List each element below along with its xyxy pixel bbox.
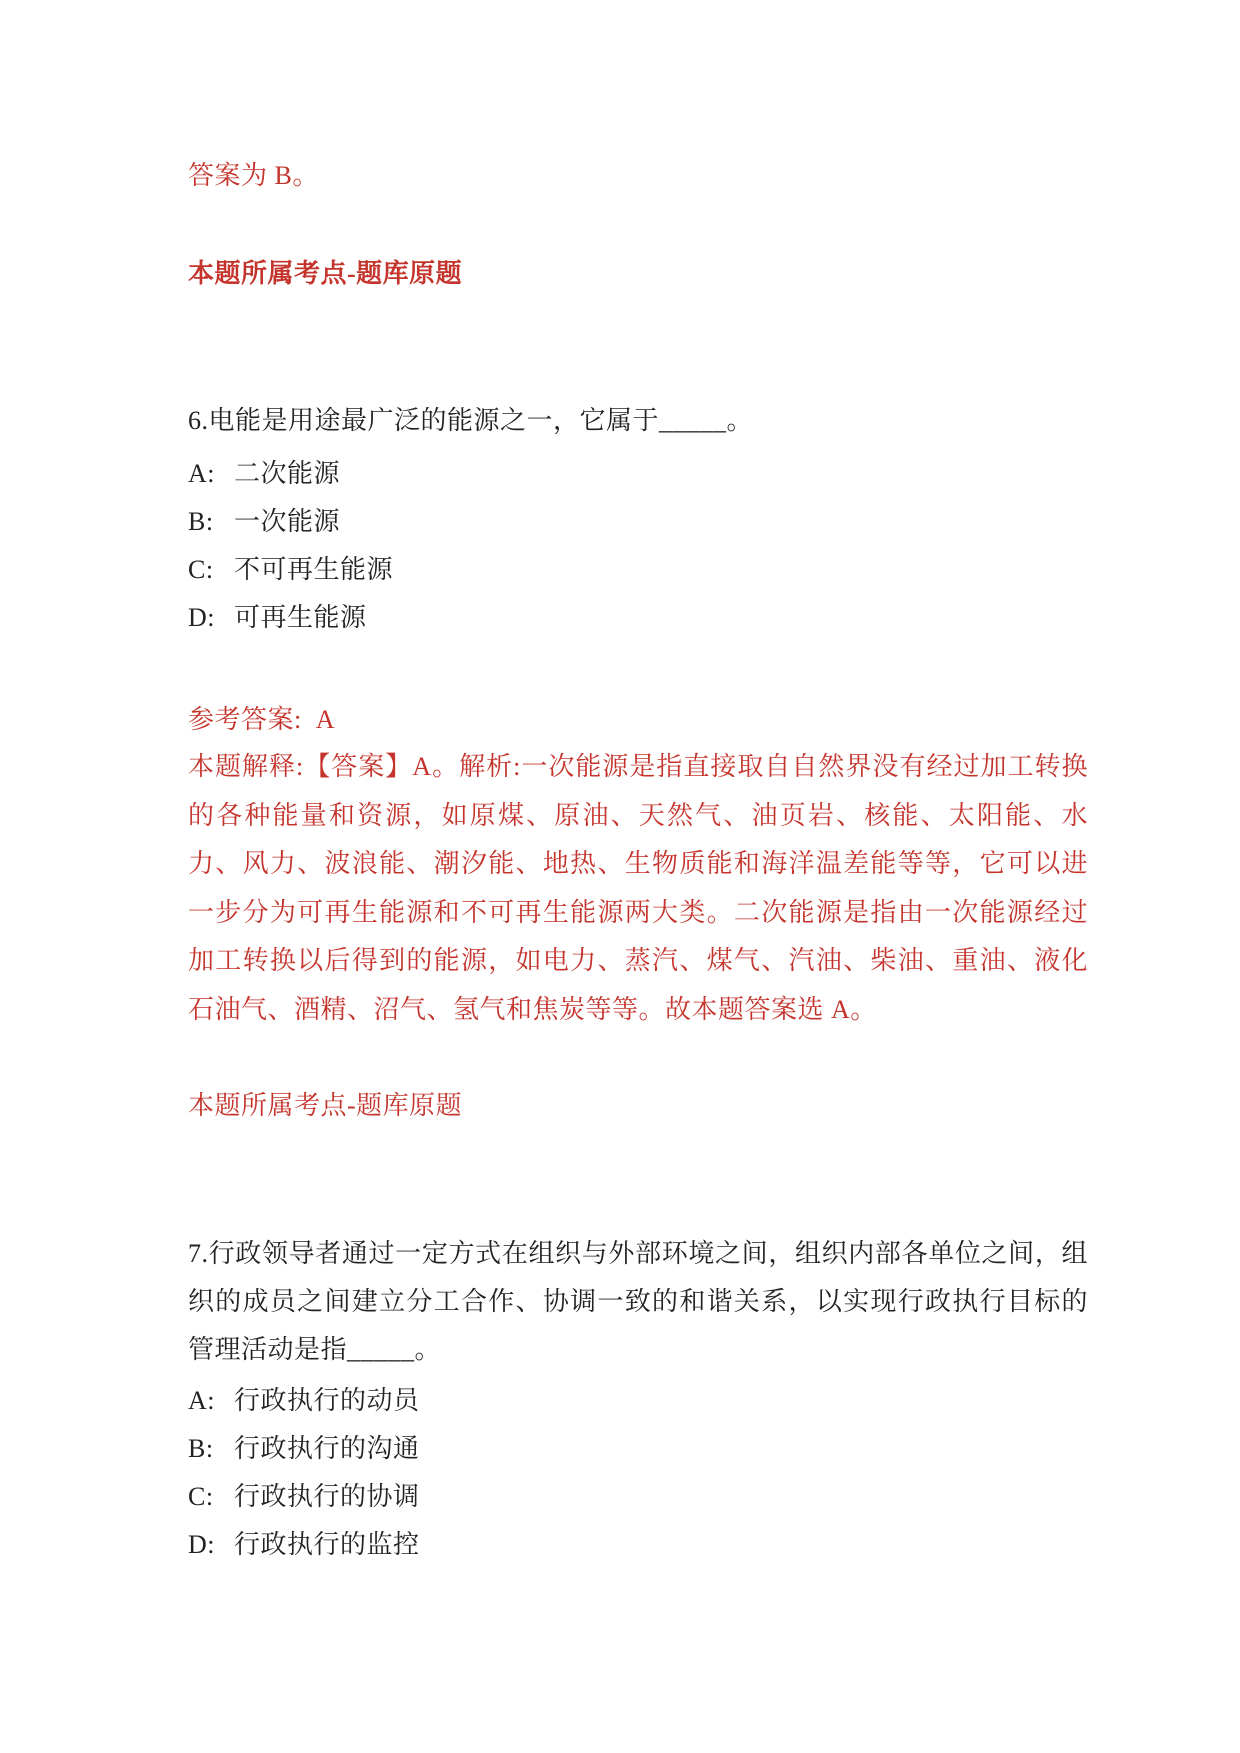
question-7-option-c	[188, 1473, 1088, 1521]
question-7-option-b	[188, 1425, 1088, 1473]
option-text: 不可再生能源	[234, 555, 394, 584]
option-key: A:	[188, 459, 215, 488]
previous-answer-note: 答案为 B。	[188, 161, 319, 190]
question-7-option-d	[188, 1521, 1088, 1569]
question-7-stem: 7.行政领导者通过一定方式在组织与外部环境之间，组织内部各单位之间，组织的成员之间建立分工合作、协调一致的和谐关系，以实现行政执行目标的管理活动是指_____。	[188, 1239, 1088, 1364]
question-6-option-a	[188, 450, 1088, 498]
option-text: 一次能源	[234, 507, 341, 536]
question-6-option-c	[188, 546, 1088, 594]
question-6-reference-answer	[188, 696, 1088, 744]
reference-answer-value: A	[315, 705, 336, 734]
topic-section-heading-previous: 本题所属考点-题库原题	[188, 259, 463, 288]
topic-section-heading-question-6: 本题所属考点-题库原题	[188, 1091, 463, 1120]
option-key: C:	[188, 1482, 214, 1511]
question-6-option-d	[188, 594, 1088, 642]
option-key: C:	[188, 555, 214, 584]
question-7-options	[188, 1377, 1088, 1569]
option-key: D:	[188, 603, 215, 632]
option-key: D:	[188, 1530, 215, 1559]
option-key: B:	[188, 507, 214, 536]
option-text: 行政执行的协调	[234, 1482, 420, 1511]
question-6-options	[188, 450, 1088, 642]
option-key: A:	[188, 1386, 215, 1415]
option-key: B:	[188, 1434, 214, 1463]
question-7-option-a	[188, 1377, 1088, 1425]
question-6-explanation: 本题解释:【答案】A。解析:一次能源是指直接取自自然界没有经过加工转换的各种能量和资源，如原煤、原油、天然气、油页岩、核能、太阳能、水力、风力、波浪能、潮汐能、地热、生物质能和海洋温差能等等，它可以进一步分为可再生能源和不可再生能源两大类。二次能源是指由一次能源经过加工转换以后得到的能源，如电力、蒸汽、煤气、汽油、柴油、重油、液化石油气、酒精、沼气、氢气和焦炭等等。故本题答案选 A。	[188, 752, 1088, 1024]
option-text: 行政执行的沟通	[234, 1434, 420, 1463]
question-6-stem: 6.电能是用途最广泛的能源之一，它属于_____。	[188, 406, 754, 435]
option-text: 行政执行的监控	[234, 1530, 420, 1559]
question-6-option-b	[188, 498, 1088, 546]
option-text: 二次能源	[234, 459, 341, 488]
option-text: 可再生能源	[234, 603, 367, 632]
reference-answer-label: 参考答案:	[188, 705, 302, 734]
option-text: 行政执行的动员	[234, 1386, 420, 1415]
